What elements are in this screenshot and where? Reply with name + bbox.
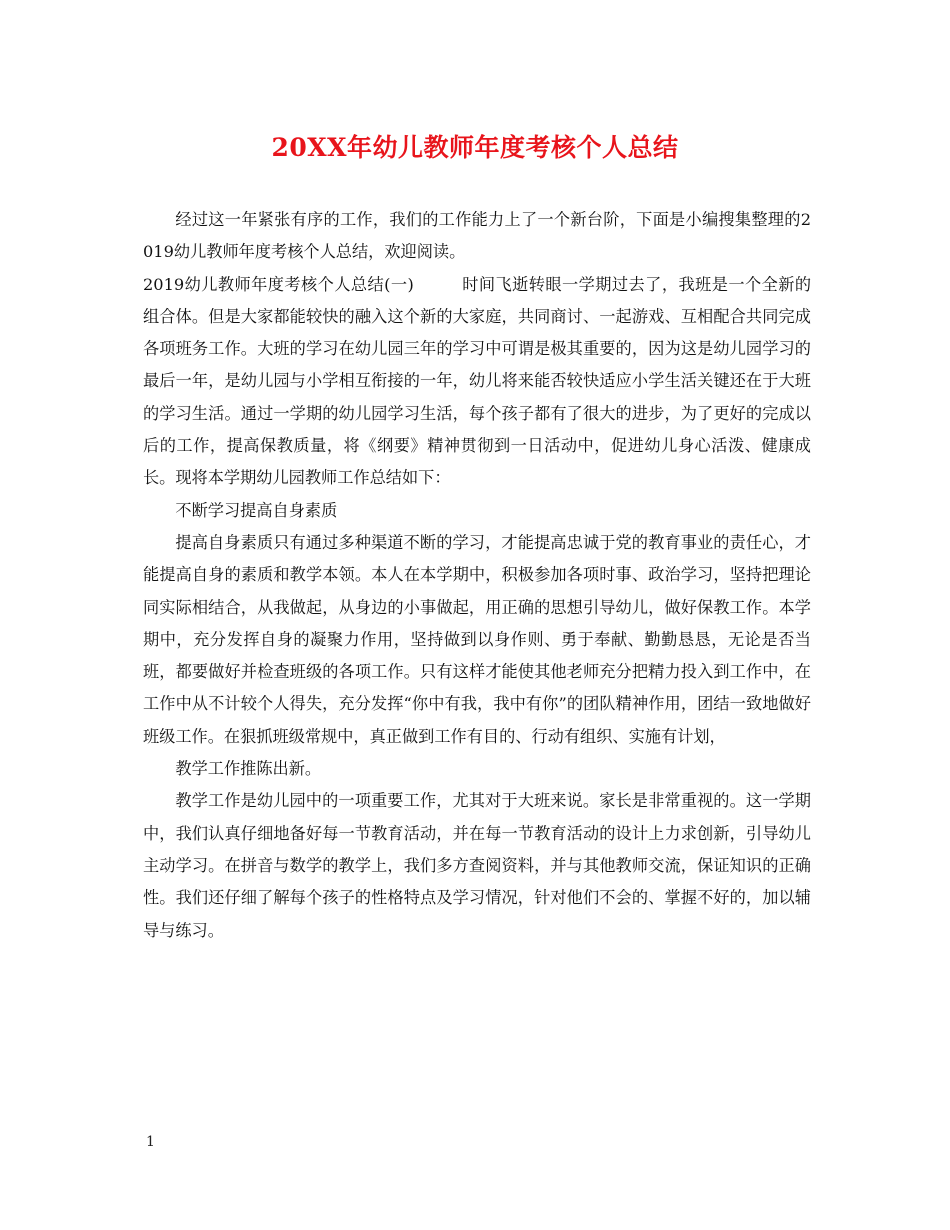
paragraph-teaching-innovation: 教学工作是幼儿园中的一项重要工作，尤其对于大班来说。家长是非常重视的。这一学期中，我们认真仔细地备好每一节教育活动，并在每一节教育活动的设计上力求创新，引导幼儿主动学习。在拼音与数学的教学上，我们多方查阅资料，并与其他教师交流，保证知识的正确性。我们还仔细了解每个孩子的性格特点及学习情况，针对他们不会的、掌握不好的，加以辅导与练习。 bbox=[143, 791, 811, 940]
heading-teaching-innovation: 教学工作推陈出新。 bbox=[175, 759, 322, 779]
section-label: 2019幼儿教师年度考核个人总结(一) bbox=[143, 274, 414, 294]
section-opening-text: 时间飞逝转眼一学期过去了，我班是一个全新的组合体。但是大家都能较快的融入这个新的大家庭，共同商讨、一起游戏、互相配合共同完成各项班务工作。大班的学习在幼儿园三年的学习中可谓是极其重要的，因为这是幼儿园学习的最后一年，是幼儿园与小学相互衔接的一年，幼儿将来能否较快适应小学生活关键还在于大班的学习生活。通过一学期的幼儿园学习生活，每个孩子都有了很大的进步，为了更好的完成以后的工作，提高保教质量，将《纲要》精神贯彻到一日活动中，促进幼儿身心活泼、健康成长。现将本学期幼儿园教师工作总结如下： bbox=[143, 274, 812, 488]
page-number: 1 bbox=[146, 1134, 155, 1150]
intro-paragraph: 经过这一年紧张有序的工作，我们的工作能力上了一个新台阶，下面是小编搜集整理的2019幼儿教师年度考核个人总结，欢迎阅读。 bbox=[143, 210, 811, 262]
document-title: 20XX年幼儿教师年度考核个人总结 bbox=[271, 133, 679, 162]
heading-self-improvement: 不断学习提高自身素质 bbox=[175, 500, 338, 520]
paragraph-self-improvement: 提高自身素质只有通过多种渠道不断的学习，才能提高忠诚于党的教育事业的责任心，才能提高自身的素质和教学本领。本人在本学期中，积极参加各项时事、政治学习，坚持把理论同实际相结合，从我做起，从身边的小事做起，用正确的思想引导幼儿，做好保教工作。本学期中，充分发挥自身的凝聚力作用，坚持做到以身作则、勇于奉献、勤勤恳恳，无论是否当班，都要做好并检查班级的各项工作。只有这样才能使其他老师充分把精力投入到工作中，在工作中从不计较个人得失，充分发挥“你中有我，我中有你”的团队精神作用，团结一致地做好班级工作。在狠抓班级常规中，真正做到工作有目的、行动有组织、实施有计划， bbox=[143, 532, 811, 746]
document-body bbox=[143, 204, 811, 947]
section-paragraph bbox=[143, 269, 811, 495]
